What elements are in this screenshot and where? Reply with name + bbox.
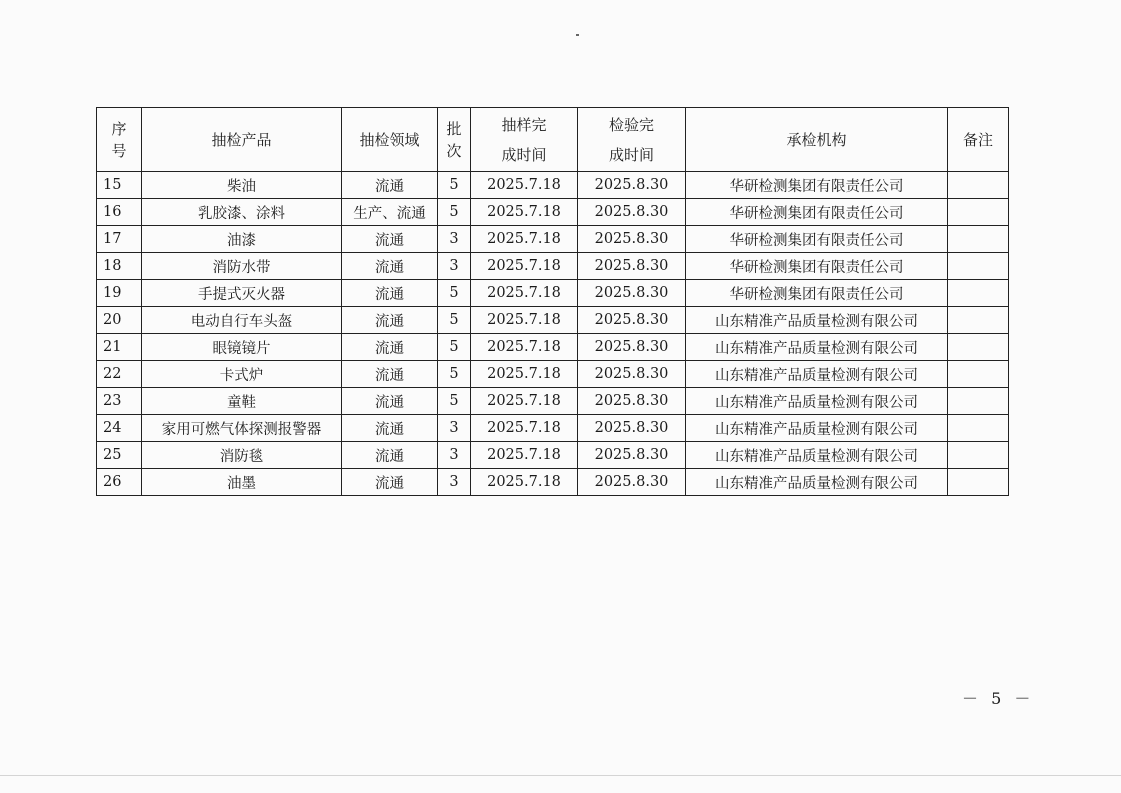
table-row [97, 388, 1009, 415]
cell-product: 手提式灭火器 [142, 280, 342, 307]
cell-domain: 流通 [342, 307, 438, 334]
cell-inspect-date: 2025.8.30 [578, 280, 686, 307]
cell-product: 油漆 [142, 226, 342, 253]
cell-institution: 华研检测集团有限责任公司 [686, 280, 948, 307]
cell-product: 家用可燃气体探测报警器 [142, 415, 342, 442]
cell-remarks [948, 334, 1009, 361]
cell-product: 卡式炉 [142, 361, 342, 388]
cell-seq: 15 [97, 172, 142, 199]
cell-remarks [948, 361, 1009, 388]
cell-seq: 24 [97, 415, 142, 442]
cell-remarks [948, 388, 1009, 415]
cell-product: 消防毯 [142, 442, 342, 469]
cell-remarks [948, 226, 1009, 253]
cell-inspect-date: 2025.8.30 [578, 361, 686, 388]
cell-inspect-date: 2025.8.30 [578, 469, 686, 496]
header-batches [438, 108, 471, 172]
table-row [97, 415, 1009, 442]
cell-inspect-date: 2025.8.30 [578, 442, 686, 469]
header-seq-line1: 序 [111, 119, 127, 138]
cell-inspect-date: 2025.8.30 [578, 415, 686, 442]
cell-batches: 3 [438, 415, 471, 442]
cell-product: 乳胶漆、涂料 [142, 199, 342, 226]
cell-seq: 26 [97, 469, 142, 496]
cell-domain: 生产、流通 [342, 199, 438, 226]
cell-domain: 流通 [342, 334, 438, 361]
cell-sample-date: 2025.7.18 [471, 469, 578, 496]
cell-domain: 流通 [342, 280, 438, 307]
header-inspect-date [578, 108, 686, 172]
table-row [97, 199, 1009, 226]
table-header-row [97, 108, 1009, 172]
cell-sample-date: 2025.7.18 [471, 415, 578, 442]
cell-seq: 23 [97, 388, 142, 415]
cell-batches: 3 [438, 226, 471, 253]
cell-seq: 16 [97, 199, 142, 226]
cell-sample-date: 2025.7.18 [471, 280, 578, 307]
cell-institution: 华研检测集团有限责任公司 [686, 226, 948, 253]
cell-batches: 5 [438, 199, 471, 226]
cell-institution: 华研检测集团有限责任公司 [686, 199, 948, 226]
header-sample-date-line1: 抽样完 [501, 115, 547, 134]
cell-institution: 山东精准产品质量检测有限公司 [686, 442, 948, 469]
header-domain: 抽检领域 [342, 108, 438, 172]
cell-inspect-date: 2025.8.30 [578, 334, 686, 361]
cell-sample-date: 2025.7.18 [471, 442, 578, 469]
cell-seq: 21 [97, 334, 142, 361]
cell-sample-date: 2025.7.18 [471, 334, 578, 361]
header-inspect-date-line2: 成时间 [608, 145, 654, 164]
table-body [97, 172, 1009, 496]
cell-remarks [948, 442, 1009, 469]
header-batches-line1: 批 [446, 119, 462, 138]
cell-batches: 5 [438, 388, 471, 415]
cell-product: 消防水带 [142, 253, 342, 280]
header-inspect-date-line1: 检验完 [608, 115, 654, 134]
cell-product: 油墨 [142, 469, 342, 496]
header-remarks: 备注 [948, 108, 1009, 172]
table-row [97, 172, 1009, 199]
cell-institution: 山东精准产品质量检测有限公司 [686, 307, 948, 334]
inspection-table [96, 107, 1009, 496]
cell-batches: 5 [438, 334, 471, 361]
cell-product: 柴油 [142, 172, 342, 199]
cell-domain: 流通 [342, 253, 438, 280]
cell-sample-date: 2025.7.18 [471, 172, 578, 199]
table-row [97, 361, 1009, 388]
table-row [97, 442, 1009, 469]
cell-remarks [948, 469, 1009, 496]
cell-batches: 5 [438, 172, 471, 199]
cell-institution: 山东精准产品质量检测有限公司 [686, 334, 948, 361]
table-row [97, 226, 1009, 253]
cell-seq: 25 [97, 442, 142, 469]
cell-domain: 流通 [342, 388, 438, 415]
cell-sample-date: 2025.7.18 [471, 226, 578, 253]
cell-batches: 5 [438, 307, 471, 334]
cell-seq: 20 [97, 307, 142, 334]
table-row [97, 469, 1009, 496]
cell-seq: 18 [97, 253, 142, 280]
cell-domain: 流通 [342, 361, 438, 388]
cell-sample-date: 2025.7.18 [471, 253, 578, 280]
header-institution: 承检机构 [686, 108, 948, 172]
scan-speck [576, 34, 579, 36]
cell-inspect-date: 2025.8.30 [578, 253, 686, 280]
header-seq [97, 108, 142, 172]
cell-remarks [948, 280, 1009, 307]
footer-divider [0, 775, 1121, 776]
cell-domain: 流通 [342, 415, 438, 442]
cell-inspect-date: 2025.8.30 [578, 307, 686, 334]
cell-domain: 流通 [342, 226, 438, 253]
cell-institution: 山东精准产品质量检测有限公司 [686, 388, 948, 415]
cell-seq: 19 [97, 280, 142, 307]
cell-domain: 流通 [342, 442, 438, 469]
cell-batches: 5 [438, 361, 471, 388]
cell-sample-date: 2025.7.18 [471, 388, 578, 415]
cell-batches: 3 [438, 442, 471, 469]
cell-inspect-date: 2025.8.30 [578, 199, 686, 226]
cell-domain: 流通 [342, 172, 438, 199]
table-row [97, 280, 1009, 307]
header-batches-line2: 次 [446, 141, 462, 160]
header-sample-date [471, 108, 578, 172]
cell-institution: 华研检测集团有限责任公司 [686, 253, 948, 280]
cell-batches: 3 [438, 253, 471, 280]
cell-product: 电动自行车头盔 [142, 307, 342, 334]
cell-remarks [948, 307, 1009, 334]
header-seq-line2: 号 [111, 141, 127, 160]
cell-remarks [948, 199, 1009, 226]
cell-product: 眼镜镜片 [142, 334, 342, 361]
cell-sample-date: 2025.7.18 [471, 307, 578, 334]
cell-institution: 山东精准产品质量检测有限公司 [686, 415, 948, 442]
cell-batches: 5 [438, 280, 471, 307]
cell-remarks [948, 415, 1009, 442]
header-product: 抽检产品 [142, 108, 342, 172]
cell-inspect-date: 2025.8.30 [578, 226, 686, 253]
cell-inspect-date: 2025.8.30 [578, 388, 686, 415]
cell-domain: 流通 [342, 469, 438, 496]
cell-institution: 山东精准产品质量检测有限公司 [686, 469, 948, 496]
cell-sample-date: 2025.7.18 [471, 199, 578, 226]
cell-seq: 17 [97, 226, 142, 253]
table-row [97, 334, 1009, 361]
cell-batches: 3 [438, 469, 471, 496]
cell-remarks [948, 253, 1009, 280]
cell-inspect-date: 2025.8.30 [578, 172, 686, 199]
header-sample-date-line2: 成时间 [501, 145, 547, 164]
table-row [97, 253, 1009, 280]
cell-sample-date: 2025.7.18 [471, 361, 578, 388]
cell-institution: 华研检测集团有限责任公司 [686, 172, 948, 199]
cell-institution: 山东精准产品质量检测有限公司 [686, 361, 948, 388]
table-row [97, 307, 1009, 334]
cell-remarks [948, 172, 1009, 199]
cell-product: 童鞋 [142, 388, 342, 415]
inspection-table-container [96, 107, 1008, 496]
cell-seq: 22 [97, 361, 142, 388]
page-number: － 5 － [962, 689, 1035, 708]
